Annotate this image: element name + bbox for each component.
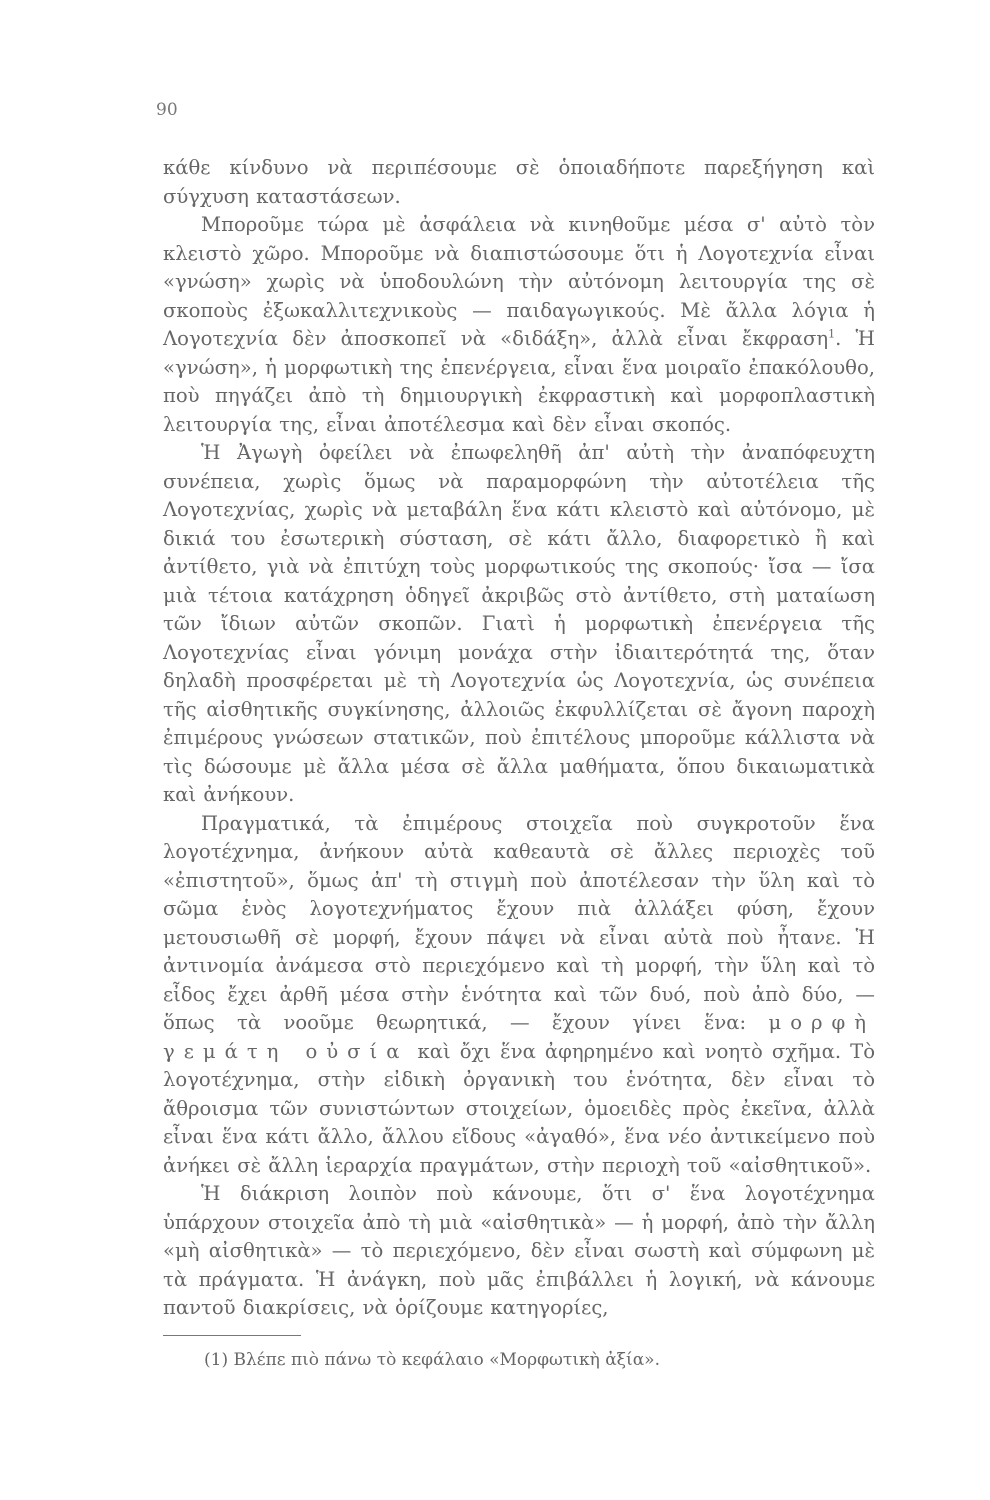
footnote xyxy=(204,1348,864,1372)
paragraph-2 xyxy=(163,211,875,439)
body-text xyxy=(163,154,875,1323)
paragraph-2-text: Μποροῦμε τώρα μὲ ἀσφάλεια νὰ κινηθοῦμε μέσα σ' αὐτὸ τὸν κλειστὸ χῶρο. Μποροῦμε νὰ διαπιστώσουμε ὅτι ἡ Λογοτεχνία εἶναι «γνώση» χωρὶς νὰ ὑποδουλώνη τὴν αὐτόνομη λειτουργία της σὲ σκοποὺς ἐξωκαλλιτεχνικοὺς — παιδαγωγικούς. Μὲ ἄλλα λόγια ἡ Λογοτεχνία δὲν ἀποσκοπεῖ νὰ «διδάξη», ἀλλὰ εἶναι ἔκφραση xyxy=(163,213,875,350)
paragraph-1: κάθε κίνδυνο νὰ περιπέσουμε σὲ ὁποιαδήποτε παρεξήγηση καὶ σύγχυση καταστάσεων. xyxy=(163,156,875,208)
paragraph-4-tail: καὶ ὄχι ἕνα ἀφηρημένο καὶ νοητὸ σχῆμα. Τὸ λογοτέχνημα, στὴν εἰδικὴ ὀργανικὴ του ἑνότητα, δὲν εἶναι τὸ ἄθροισμα τῶν συνιστώντων στοιχείων, ὁμοειδὲς πρὸς ἐκεῖνα, ἀλλὰ εἶναι ἕνα κάτι ἄλλο, ἄλλου εἴδους «ἀγαθό», ἕνα νέο ἀντικείμενο ποὺ ἀνήκει σὲ ἄλλη ἱεραρχία πραγμάτων, στὴν περιοχὴ τοῦ «αἰσθητικοῦ». xyxy=(163,1039,875,1177)
paragraph-2-tail: . Ἡ «γνώση», ἡ μορφωτικὴ της ἐπενέργεια, εἶναι ἕνα μοιραῖο ἐπακόλουθο, ποὺ πηγάζει ἀπὸ τὴ δημιουργικὴ ἐκφραστικὴ καὶ μορφοπλαστικὴ λειτουργία της, εἶναι ἀποτέλεσμα καὶ δὲν εἶναι σκοπός. xyxy=(163,327,875,436)
paragraph-3: Ἡ Ἀγωγὴ ὀφείλει νὰ ἐπωφεληθῆ ἀπ' αὐτὴ τὴν ἀναπόφευχτη συνέπεια, χωρὶς ὅμως νὰ παραμορφώνη τὴν αὐτοτέλεια τῆς Λογοτεχνίας, χωρὶς νὰ μεταβάλη ἕνα κάτι κλειστὸ καὶ αὐτόνομο, μὲ δικιά του ἐσωτερικὴ σύσταση, σὲ κάτι ἄλλο, διαφορετικὸ ἢ καὶ ἀντίθετο, γιὰ νὰ ἐπιτύχη τοὺς μορφωτικούς της σκοπούς· ἴσα — ἴσα μιὰ τέτοια κατάχρηση ὁδηγεῖ ἀκριβῶς στὸ ἀντίθετο, στὴ ματαίωση τῶν ἴδιων αὐτῶν σκοπῶν. Γιατὶ ἡ μορφωτικὴ ἐπενέργεια τῆς Λογοτεχνίας εἶναι γόνιμη μονάχα στὴν ἰδιαιτερότητά της, ὅταν δηλαδὴ προσφέρεται μὲ τὴ Λογοτεχνία ὡς Λογοτεχνία, ὡς συνέπεια τῆς αἰσθητικῆς συγκίνησης, ἀλλοιῶς ἐκφυλλίζεται σὲ ἄγονη παροχὴ ἐπιμέρους γνώσεων στατικῶν, ποὺ ἐπιτέλους μποροῦμε κάλλιστα νὰ τὶς δώσουμε μὲ ἄλλα μέσα σὲ ἄλλα μαθήματα, ὅπου δικαιωματικὰ καὶ ἀνήκουν. xyxy=(163,441,875,806)
footnote-divider xyxy=(163,1335,301,1336)
paragraph-4 xyxy=(163,810,875,1181)
paragraph-4-text: Πραγματικά, τὰ ἐπιμέρους στοιχεῖα ποὺ συγκροτοῦν ἕνα λογοτέχνημα, ἀνήκουν αὐτὰ καθεαυτὰ σὲ ἄλλες περιοχὲς τοῦ «ἐπιστητοῦ», ὅμως ἀπ' τὴ στιγμὴ ποὺ ἀποτέλεσαν τὴν ὕλη καὶ τὸ σῶμα ἑνὸς λογοτεχνήματος ἔχουν πιὰ ἀλλάξει φύση, ἔχουν μετουσιωθῆ σὲ μορφή, ἔχουν πάψει νὰ εἶναι αὐτὰ ποὺ ἦτανε. Ἡ ἀντινομία ἀνάμεσα στὸ περιεχόμενο καὶ τὴ μορφή, τὴν ὕλη καὶ τὸ εἶδος ἔχει ἀρθῆ μέσα στὴν ἑνότητα καὶ τῶν δυό, ποὺ ἀπὸ δύο, — ὅπως τὰ νοοῦμε θεωρητικά, — ἔχουν γίνει ἕνα: xyxy=(163,811,875,1034)
paragraph-5: Ἡ διάκριση λοιπὸν ποὺ κάνουμε, ὅτι σ' ἕνα λογοτέχνημα ὑπάρχουν στοιχεῖα ἀπὸ τὴ μιὰ «αἰσθητικὰ» — ἡ μορφή, ἀπὸ τὴν ἄλλη «μὴ αἰσθητικὰ» — τὸ περιεχόμενο, δὲν εἶναι σωστὴ καὶ σύμφωνη μὲ τὰ πράγματα. Ἡ ἀνάγκη, ποὺ μᾶς ἐπιβάλλει ἡ λογική, νὰ κάνουμε παντοῦ διακρίσεις, νὰ ὁρίζουμε κατηγορίες, xyxy=(163,1182,875,1319)
emphasized-phrase: μορφὴ γεμάτη οὐσία xyxy=(163,1011,875,1063)
page-number: 90 xyxy=(156,100,178,120)
footnote-reference[interactable]: 1 xyxy=(828,327,836,341)
footnote-text: Βλέπε πιὸ πάνω τὸ κεφάλαιο «Μορφωτικὴ ἀξία». xyxy=(233,1350,660,1370)
footnote-marker: (1) xyxy=(204,1350,229,1370)
